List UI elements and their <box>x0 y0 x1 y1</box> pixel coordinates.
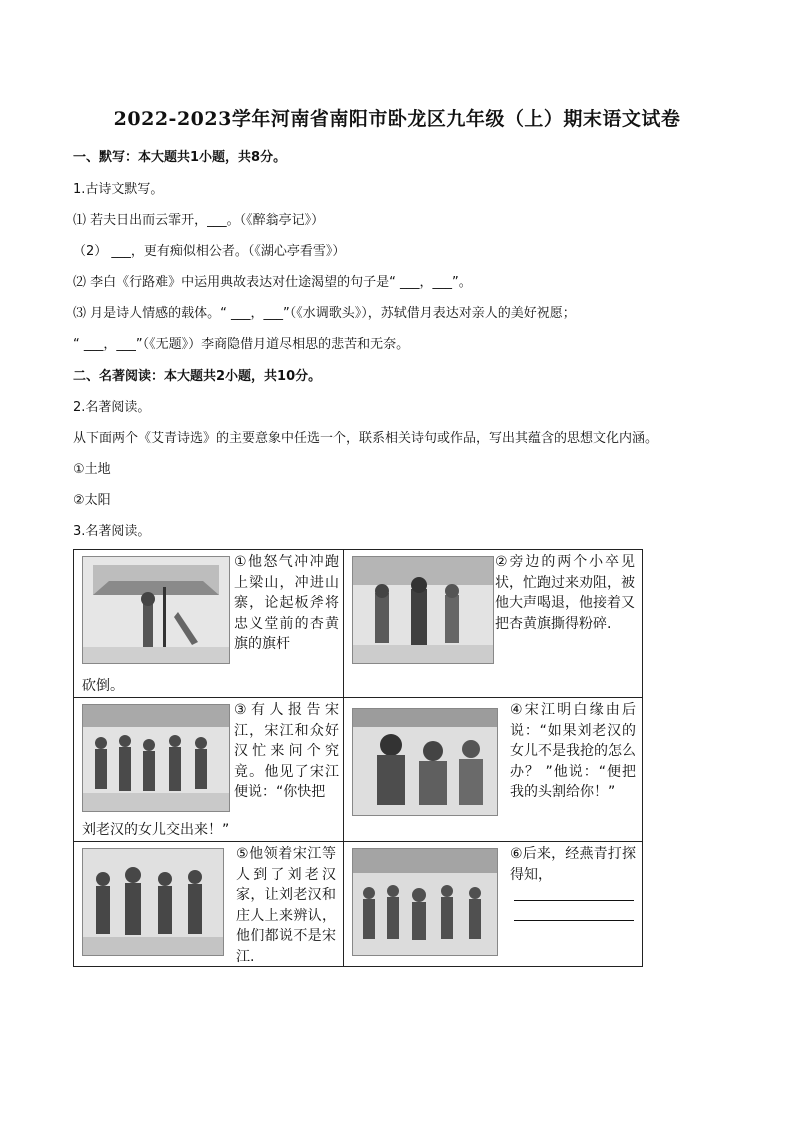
section2-heading: 二、名著阅读：本大题共2小题，共10分。 <box>73 369 322 384</box>
option-2: ②太阳 <box>73 493 111 508</box>
panel-1 <box>74 550 344 698</box>
answer-line-1[interactable] <box>514 900 634 901</box>
q1-item-5: “ ___，___”（《无题》）李商隐借月道尽相思的悲苦和无奈。 <box>73 337 410 352</box>
panel-3 <box>74 698 344 842</box>
panel-2-caption: ②旁边的两个小卒见状，忙跑过来劝阻，被他大声喝退，他接着又把杏黄旗撕得粉碎. <box>495 554 635 632</box>
q1-item-2: （2） ___，更有痴似相公者。（《湖心亭看雪》） <box>73 244 346 259</box>
panel-6 <box>344 842 643 967</box>
question-3: 3.名著阅读。 <box>73 524 151 539</box>
panel-4-illustration <box>352 708 498 816</box>
section1-heading: 一、默写：本大题共1小题，共8分。 <box>73 150 287 165</box>
panel-1-caption-end: 砍倒。 <box>82 677 124 694</box>
panel-3-caption-end: 刘老汉的女儿交出来！” <box>82 821 230 838</box>
answer-line-2[interactable] <box>514 920 634 921</box>
panel-3-illustration <box>82 704 230 812</box>
question-2: 2.名著阅读。 <box>73 400 151 415</box>
panel-4 <box>344 698 643 842</box>
q1-item-3: ⑵ 李白《行路难》中运用典故表达对仕途渴望的句子是“ ___，___”。 <box>73 275 472 290</box>
panel-5-illustration <box>82 848 224 956</box>
panel-2-illustration <box>352 556 494 664</box>
panel-4-caption: ④宋江明白缘由后说：“如果刘老汉的女儿不是我抢的怎么办？ ”他说：“便把我的头割给你！” <box>510 702 636 800</box>
question-1: 1.古诗文默写。 <box>73 182 164 197</box>
panel-5 <box>74 842 344 967</box>
panel-5-caption: ⑤他领着宋江等人到了刘老汉家，让刘老汉和庄人上来辨认，他们都说不是宋江. <box>236 846 336 965</box>
question-2-prompt: 从下面两个《艾青诗选》的主要意象中任选一个，联系相关诗句或作品，写出其蕴含的思想文化内涵。 <box>73 431 659 446</box>
option-1: ①土地 <box>73 462 111 477</box>
exam-title: 2022-2023学年河南省南阳市卧龙区九年级（上）期末语文试卷 <box>113 108 681 130</box>
panel-1-illustration <box>82 556 230 664</box>
panel-2 <box>344 550 643 698</box>
panel-6-caption: ⑥后来，经燕青打探得知， <box>510 846 636 883</box>
comic-panel-grid <box>73 549 643 967</box>
panel-6-illustration <box>352 848 498 956</box>
q1-item-1: ⑴ 若夫日出而云霏开，___。（《醉翁亭记》） <box>73 213 325 228</box>
panel-1-caption: ①他怒气冲冲跑上梁山，冲进山寨，论起板斧将忠义堂前的杏黄旗的旗杆 <box>234 554 339 652</box>
q1-item-4: ⑶ 月是诗人情感的载体。“ ___，___”（《水调歌头》），苏轼借月表达对亲人的美好祝愿； <box>73 306 576 321</box>
panel-3-caption: ③有人报告宋江，宋江和众好汉忙来问个究竟。他见了宋江便说：“你快把 <box>234 702 339 800</box>
